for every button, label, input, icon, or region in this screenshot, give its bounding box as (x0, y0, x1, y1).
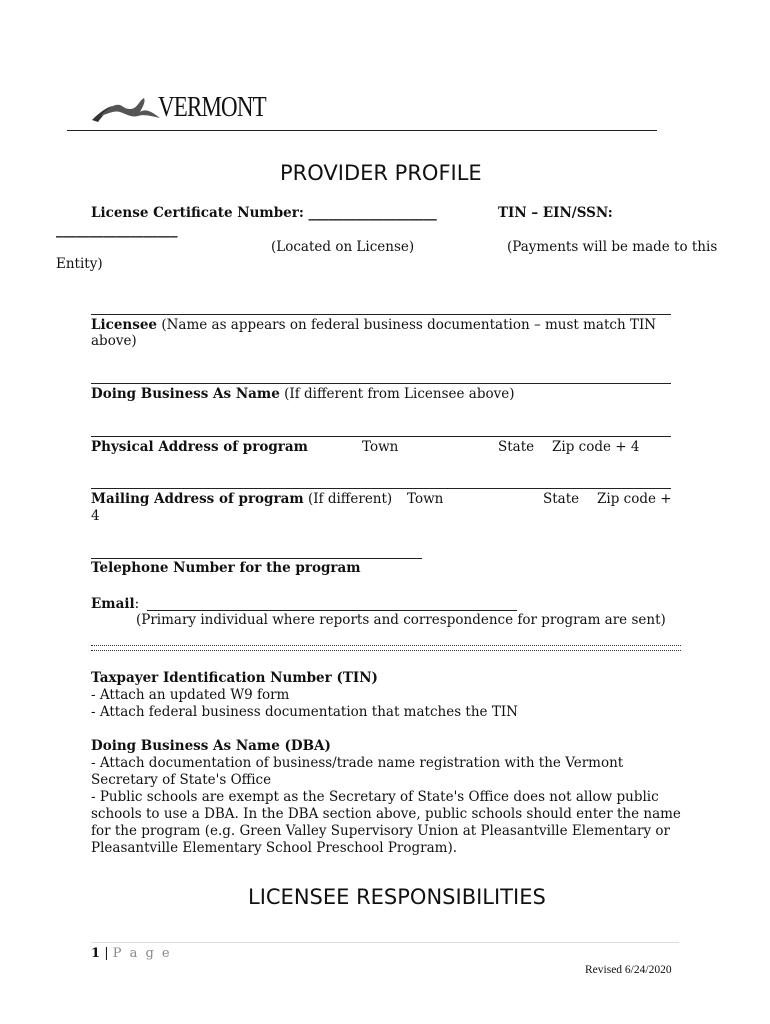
header-rule (67, 130, 657, 131)
payments-note: (Payments will be made to this (507, 239, 718, 255)
telephone-field-line[interactable] (91, 558, 422, 559)
licensee-note: (Name as appears on federal business documentation – must match TIN (161, 317, 657, 333)
tin-item-w9: - Attach an updated W9 form (91, 687, 290, 703)
physical-state-label: State (498, 439, 535, 455)
tin-label: TIN – EIN/SSN: (498, 205, 613, 221)
page-number: 1 (91, 946, 101, 961)
mailing-state-label: State (543, 491, 580, 507)
mailing-zip-continued: 4 (91, 508, 100, 524)
mailing-address-note: (If different) (307, 491, 393, 507)
footer-page (91, 946, 172, 961)
licensee-field-line[interactable] (91, 314, 671, 315)
tin-blank[interactable]: __________________ (56, 222, 178, 238)
mailing-zip-label: Zip code + (597, 491, 672, 507)
dba-section (91, 738, 681, 857)
mailing-address-field-line[interactable] (91, 488, 671, 489)
physical-zip-label: Zip code + 4 (552, 439, 640, 455)
licensee-note-continued: above) (91, 333, 137, 349)
payments-note-continued: Entity) (56, 256, 103, 272)
dba-field-line[interactable] (91, 383, 671, 384)
mountain-logo-icon (90, 92, 162, 126)
licensee-label: Licensee (91, 317, 158, 333)
dba-caption (91, 386, 514, 402)
licensee-caption (91, 317, 656, 333)
email-label: Email (91, 596, 135, 612)
dba-section-paragraph-1: - Attach documentation of business/trade name registration with the Vermont Secretary of State's Office (91, 755, 624, 788)
page-separator: | (104, 946, 109, 961)
email-field-line[interactable] (147, 610, 517, 611)
dba-section-heading: Doing Business As Name (DBA) (91, 738, 331, 754)
footer-rule (91, 942, 679, 943)
mailing-address-label: Mailing Address of program (91, 491, 304, 507)
telephone-label: Telephone Number for the program (91, 560, 361, 576)
dba-note: (If different from Licensee above) (284, 386, 515, 402)
email-note: (Primary individual where reports and correspondence for program are sent) (136, 612, 666, 628)
license-certificate-label-text: License Certificate Number: (91, 205, 304, 221)
section-divider (91, 645, 681, 651)
mailing-town-label: Town (407, 491, 444, 507)
email-colon: : (134, 596, 140, 612)
page-word: P a g e (112, 946, 172, 961)
mailing-address-caption (91, 491, 392, 507)
email-caption (91, 596, 139, 612)
tin-item-federal-doc: - Attach federal business documentation that matches the TIN (91, 704, 518, 720)
logo-text: VERMONT (158, 92, 266, 123)
physical-address-label: Physical Address of program (91, 439, 308, 455)
dba-section-paragraph-2: - Public schools are exempt as the Secretary of State's Office does not allow public schools to use a DBA. In the DBA section above, public schools should enter the name for the program (e.g. Green Valley Supervisory Union at Pleasantville Elementary or Pleasantville Elementary School Preschool Program). (91, 789, 681, 856)
physical-town-label: Town (362, 439, 399, 455)
license-certificate-blank[interactable]: ___________________ (308, 205, 437, 221)
dba-label: Doing Business As Name (91, 386, 280, 402)
vermont-logo (90, 90, 290, 126)
page-title: PROVIDER PROFILE (280, 161, 482, 185)
tin-section (91, 670, 681, 721)
revised-date: Revised 6/24/2020 (585, 964, 672, 976)
tin-section-heading: Taxpayer Identification Number (TIN) (91, 670, 378, 686)
physical-address-field-line[interactable] (91, 436, 671, 437)
located-on-license-note: (Located on License) (271, 239, 415, 255)
licensee-responsibilities-heading: LICENSEE RESPONSIBILITIES (248, 885, 546, 909)
license-certificate-label (91, 205, 437, 221)
